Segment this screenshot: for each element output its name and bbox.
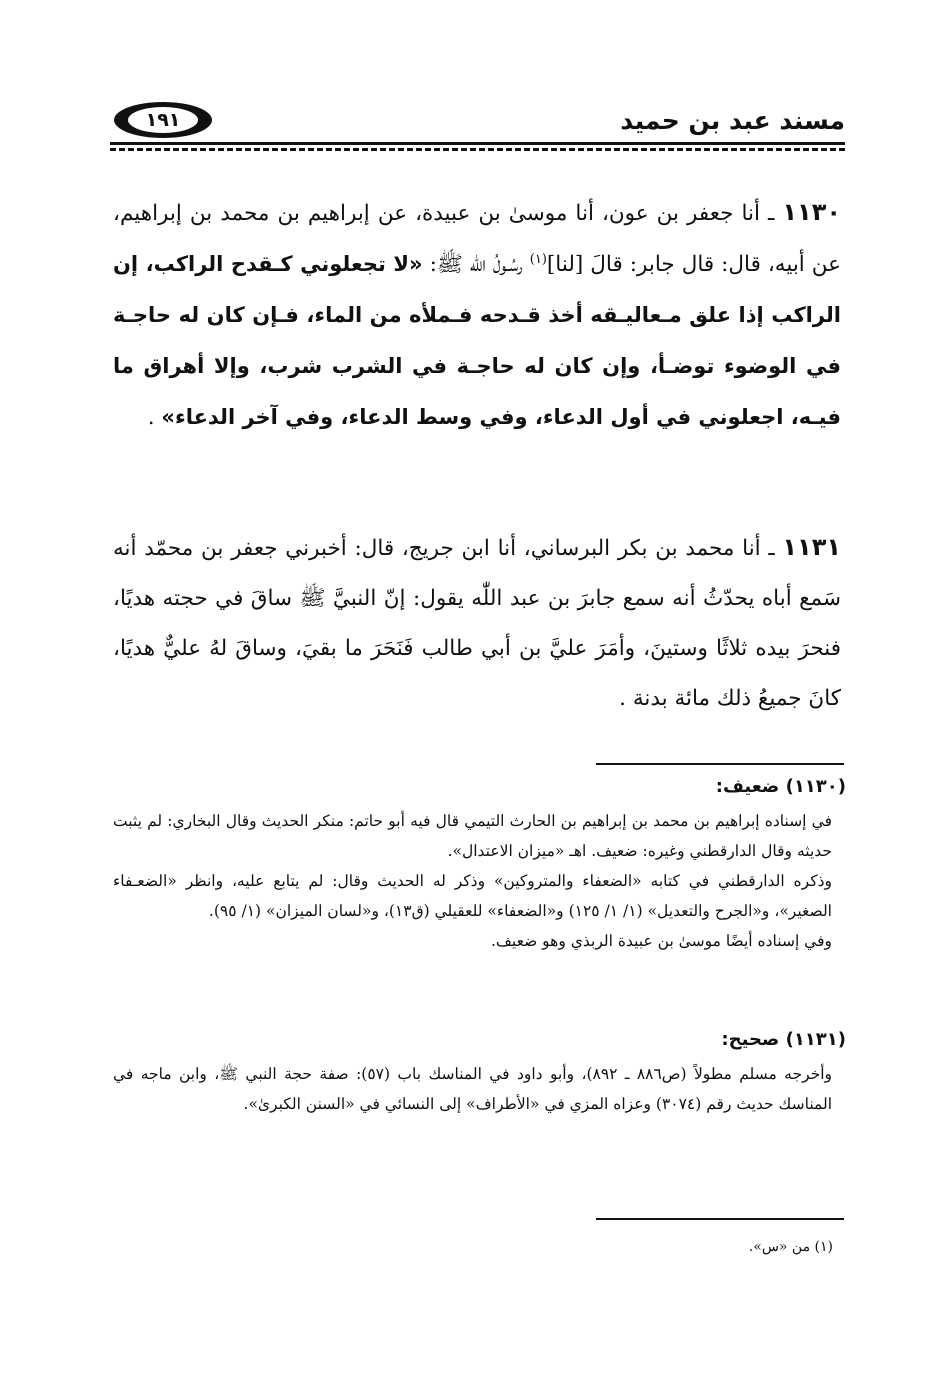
- note-paragraph: وذكره الدارقطني في كتابه «الضعفاء والمتروكين» وذكر له الحديث وقال: لم يتابع عليه، وانظر «الضعـفاء الصغير»، و«الجرح والتعديل» (١/ ١/ ١٢٥) و«الضعفاء» للعقيلي (ق١٣)، و«لسان الميزان» (١/ ٩٥).: [113, 872, 832, 920]
- page-number: ١٩١: [128, 107, 198, 133]
- hadith-isnad-end: رسُـولُ اللّٰه ﷺ:: [422, 252, 530, 277]
- hadith-1130: [113, 187, 841, 443]
- note-heading: (١١٣٠) ضعيف:: [715, 776, 846, 797]
- hadith-1131: [113, 522, 841, 724]
- header-rule: [110, 142, 845, 145]
- hadith-number: ١١٣١: [782, 533, 841, 561]
- notes-separator: [596, 763, 844, 765]
- footnote: (١) من «س».: [748, 1239, 833, 1255]
- note-paragraph: في إسناده إبراهيم بن محمد بن إبراهيم بن الحارث التيمي قال فيه أبو حاتم: منكر الحديث وقال البخاري: لم يثبت حديثه وقال الدارقطني وغيره: ضعيف. اهـ «ميزان الاعتدال».: [113, 812, 832, 860]
- header-dashed-rule: [110, 148, 845, 151]
- hadith-number: ١١٣٠: [782, 198, 841, 226]
- footnote-reference: (١): [529, 251, 547, 267]
- footnote-separator: [596, 1218, 844, 1220]
- hadith-isnad: ـ أنا جعفر بن عون، أنا موسىٰ بن عبيدة، عن إبراهيم بن محمد بن إبراهيم، عن أبيه، قال: قال جابر: قالَ [لنا]: [113, 201, 841, 277]
- hadith-text: ـ أنا محمد بن بكر البرساني، أنا ابن جريج، قال: أخبرني جعفر بن محمّد أنه سَمع أباه يحدّثُ أنه سمع جابرَ بن عبد اللّٰه يقول: إنّ النبيَّ ﷺ ساقَ في حجته هديًا، فنحرَ بيده ثلاثًا وستينَ، وأمَرَ عليَّ بن أبي طالب فَنَحَرَ ما بقيَ، وساقَ لهُ عليٌّ هديًا، كانَ جميعُ ذلك مائة بدنة .: [113, 536, 841, 711]
- note-paragraph: وأخرجه مسلم مطولاً (ص٨٨٦ ـ ٨٩٢)، وأبو داود في المناسك باب (٥٧): صفة حجة النبي ﷺ، وابن ماجه في المناسك حديث رقم (٣٠٧٤) وعزاه المزي في «الأطراف» إلى النسائي في «السنن الكبرىٰ».: [113, 1065, 832, 1113]
- hadith-matn: «لا تجعلوني كـقدح الراكب، إن الراكب إذا علق مـعاليـقه أخذ قـدحه فـملأه من الماء، فـإن كان له حاجـة في الوضوء توضـأ، وإن كان له حاجـة في الشرب شرب، وإلا أهراق ما فيـه، اجعلوني في أول الدعاء، وفي وسط الدعاء، وفي آخر الدعاء»: [113, 252, 841, 429]
- note-heading: (١١٣١) صحيح:: [721, 1029, 846, 1050]
- notes-1130: [113, 768, 846, 956]
- page-number-badge: [114, 102, 212, 138]
- note-paragraph: وفي إسناده أيضًا موسىٰ بن عبيدة الربذي وهو ضعيف.: [490, 932, 832, 950]
- book-title: مسند عبد بن حميد: [620, 106, 845, 135]
- notes-1131: [113, 1021, 846, 1119]
- hadith-end: .: [147, 405, 162, 430]
- page-header: [110, 92, 845, 154]
